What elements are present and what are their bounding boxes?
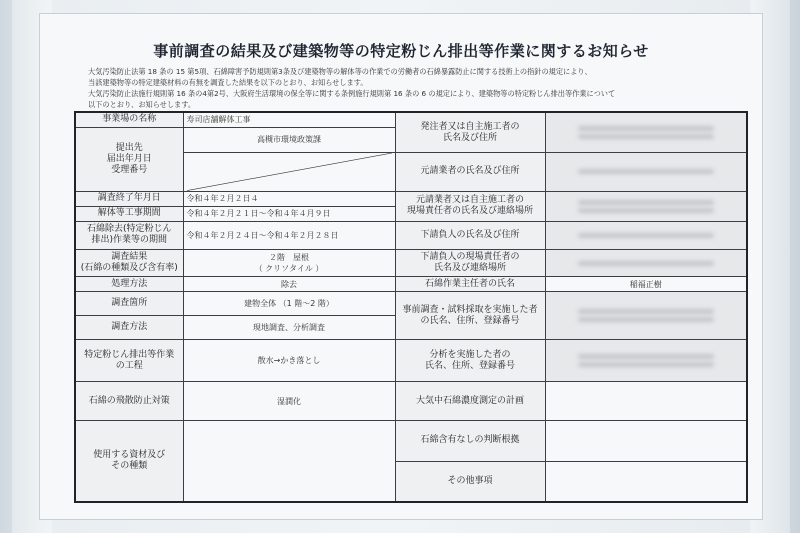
sub-manager-label: 下請負人の現場責任者の 氏名及び連絡場所 <box>395 249 545 277</box>
intro-line: 当該建築物等の特定建築材料の有無を調査した結果を以下のとおり、お知らせします。 <box>88 78 368 87</box>
method-label: 処理方法 <box>75 277 183 292</box>
demolition-value: 令和４年２月２１日～令和４年４月９日 <box>183 206 395 221</box>
judge-value <box>545 420 747 461</box>
submit-blank-diagonal <box>183 153 395 192</box>
removal-label: 石綿除去(特定粉じん 排出)作業等の期間 <box>75 221 183 249</box>
analysis-value-redacted <box>545 339 747 382</box>
process-label: 特定粉じん排出等作業 の工程 <box>75 339 183 382</box>
project-value: 寿司店舗解体工事 <box>183 112 395 127</box>
notice-title: 事前調査の結果及び建築物等の特定粉じん排出等作業に関するお知らせ <box>153 42 649 60</box>
result-value: ２階 屋根 （ クリソタイル ） <box>183 249 395 277</box>
other-value <box>545 461 747 502</box>
submit-value: 高槻市環境政策課 <box>183 127 395 153</box>
survey-method-value: 現地調査、分析調査 <box>183 316 395 340</box>
contractor-value-redacted <box>545 153 747 192</box>
intro-line: 以下のとおり、お知らせします。 <box>88 100 196 109</box>
intro-line: 大気汚染防止法施行規則第 16 条の4第2号、大阪府生活環境の保全等に関する条例施行規則第 16 条の 6 の規定により、建築物等の特定粉じん排出等作業について <box>88 89 616 98</box>
survey-end-label: 調査終了年月日 <box>75 191 183 206</box>
judge-label: 石綿含有なしの判断根拠 <box>395 420 545 461</box>
measure-label: 大気中石綿濃度測定の計画 <box>395 382 545 421</box>
location-value: 建物全体 （1 階～2 階） <box>183 292 395 316</box>
method-value: 除去 <box>183 277 395 292</box>
sub-manager-value-redacted <box>545 249 747 277</box>
scatter-label: 石綿の飛散防止対策 <box>75 382 183 421</box>
orderer-value-redacted <box>545 112 747 153</box>
site-manager-label: 元請業者又は自主施工者の 現場責任者の氏名及び連絡場所 <box>395 191 545 221</box>
sub-value-redacted <box>545 221 747 249</box>
materials-label: 使用する資材及び その種類 <box>75 420 183 502</box>
scatter-value: 湿潤化 <box>183 382 395 421</box>
demolition-label: 解体等工事期間 <box>75 206 183 221</box>
site-manager-value-redacted <box>545 191 747 221</box>
project-label: 事業場の名称 <box>75 112 183 127</box>
submit-label: 提出先 届出年月日 受理番号 <box>75 127 183 191</box>
result-label: 調査結果 (石綿の種類及び含有率) <box>75 249 183 277</box>
removal-value: 令和４年２月２４日～令和４年２月２８日 <box>183 221 395 249</box>
survey-method-label: 調査方法 <box>75 316 183 340</box>
materials-value <box>183 420 395 502</box>
contractor-label: 元請業者の氏名及び住所 <box>395 153 545 192</box>
location-label: 調査箇所 <box>75 292 183 316</box>
other-label: その他事項 <box>395 461 545 502</box>
measure-value <box>545 382 747 421</box>
prior-label: 事前調査・試料採取を実施した者 の氏名、住所、登録番号 <box>395 292 545 339</box>
sub-label: 下請負人の氏名及び住所 <box>395 221 545 249</box>
intro-text <box>88 66 728 110</box>
analysis-label: 分析を実施した者の 氏名、住所、登録番号 <box>395 339 545 382</box>
chief-label: 石綿作業主任者の氏名 <box>395 277 545 292</box>
prior-value-redacted <box>545 292 747 339</box>
orderer-label: 発注者又は自主施工者の 氏名及び住所 <box>395 112 545 153</box>
chief-value: 稲福正樹 <box>545 277 747 292</box>
process-value: 散水→かき落とし <box>183 339 395 382</box>
notice-table <box>74 111 748 503</box>
survey-end-value: 令和４年２月２日４ <box>183 191 395 206</box>
notice-board <box>40 14 762 519</box>
intro-line: 大気汚染防止法第 18 条の 15 第5項、石綿障害予防規則第3条及び建築物等の解体等の作業での労働者の石綿暴露防止に関する技術上の指針の規定により、 <box>88 67 592 76</box>
